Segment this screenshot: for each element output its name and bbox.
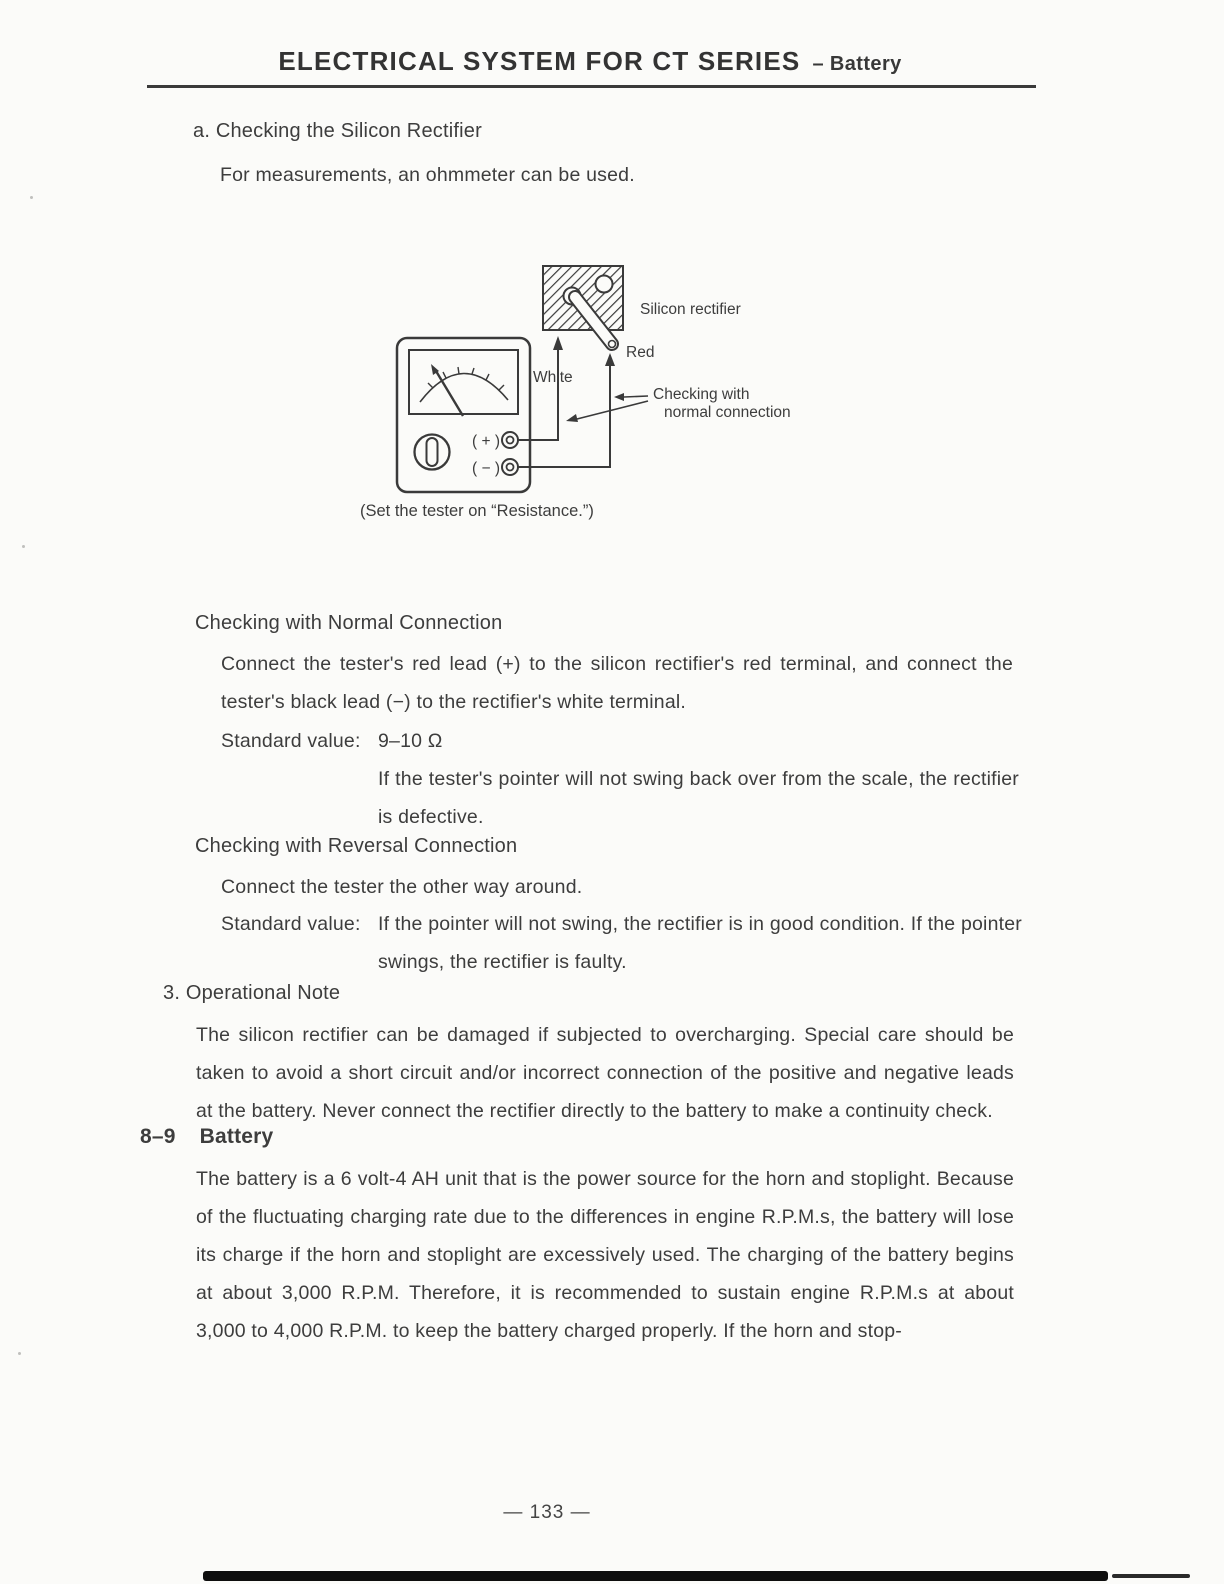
scan-artifact-bar-tail: [1112, 1574, 1190, 1578]
minus-terminal: [502, 459, 518, 475]
battery-section-number: 8–9: [140, 1125, 176, 1148]
checking-leader-line-2: [624, 396, 648, 397]
scan-speck: [22, 545, 25, 548]
battery-paragraph: The battery is a 6 volt-4 AH unit that is the power source for the horn and stoplight. Because of the fluctuating charging rate due to the differences in engine R.P.M.s, the battery will lose its charge if the horn and stoplight are excessively used. The charging of the battery begins at about 3,000 R.P.M. Therefore, it is recommended to sustain engine R.P.M.s at about 3,000 to 4,000 R.P.M. to keep the battery charged properly. If the horn and stop-: [196, 1168, 1014, 1342]
rectifier-bolt-right: [596, 276, 613, 293]
operational-note-heading: 3. Operational Note: [163, 982, 341, 1004]
diagram-caption: (Set the tester on “Resistance.”): [360, 502, 594, 520]
checking-label-line1: Checking with: [653, 386, 750, 403]
white-lead-wire: [518, 347, 558, 440]
red-label: Red: [626, 344, 655, 361]
standard-value-label: Standard value:: [221, 913, 361, 935]
normal-connection-note: If the tester's pointer will not swing back over from the scale, the rectifier is defective.: [378, 768, 1019, 828]
minus-terminal-center: [507, 464, 514, 471]
scan-speck: [30, 196, 33, 199]
scan-artifact-bar: [203, 1571, 1108, 1581]
standard-value: 9–10 Ω: [378, 730, 443, 752]
page-number: — 133 —: [503, 1502, 591, 1523]
reversal-connection-heading: Checking with Reversal Connection: [195, 835, 518, 857]
normal-connection-heading: Checking with Normal Connection: [195, 612, 503, 634]
rectifier-test-diagram: [330, 250, 1030, 540]
page-header: [140, 46, 1040, 77]
header-rule: [147, 85, 1036, 88]
operational-note-paragraph: The silicon rectifier can be damaged if subjected to overcharging. Special care should be taken to avoid a short circuit and/or incorrect connection of the positive and negative leads at the battery. Never connect the rectifier directly to the battery to make a continuity check.: [196, 1024, 1014, 1122]
header-title: ELECTRICAL SYSTEM FOR CT SERIES: [278, 46, 801, 76]
white-label: White: [533, 369, 573, 386]
checking-leader-arrow-2: [614, 393, 624, 401]
reversal-connection-paragraph: Connect the tester the other way around.: [221, 876, 583, 898]
red-lead-arrow: [605, 353, 615, 366]
checking-label-line2: normal connection: [664, 404, 791, 421]
reversal-standard-value-text: If the pointer will not swing, the rectifier is in good condition. If the pointer swings, the rectifier is faulty.: [378, 913, 1022, 973]
normal-connection-paragraph: Connect the tester's red lead (+) to the silicon rectifier's red terminal, and connect the tester's black lead (−) to the rectifier's white terminal.: [221, 653, 1013, 713]
plus-terminal-label: ( + ): [472, 433, 500, 450]
checking-leader-arrow-1: [566, 414, 578, 422]
standard-value-label: Standard value:: [221, 730, 361, 752]
meter-needle: [436, 371, 463, 416]
normal-standard-value-row: [221, 722, 1021, 760]
plus-terminal: [502, 432, 518, 448]
section-a-heading: a. Checking the Silicon Rectifier: [193, 120, 482, 142]
minus-terminal-label: ( − ): [472, 460, 500, 477]
meter-display: [409, 350, 518, 414]
dial-knob: [415, 435, 450, 470]
dial-knob-pointer: [427, 438, 438, 466]
scan-speck: [18, 1352, 21, 1355]
battery-section-title: Battery: [199, 1125, 274, 1148]
silicon-rectifier-label: Silicon rectifier: [640, 301, 741, 318]
battery-section-heading: [140, 1125, 273, 1149]
header-subtitle: – Battery: [812, 53, 902, 75]
white-lead-arrow: [553, 336, 563, 350]
reversal-standard-value-row: [221, 905, 1022, 981]
section-a-intro: For measurements, an ohmmeter can be used.: [220, 164, 635, 186]
plus-terminal-center: [507, 437, 514, 444]
